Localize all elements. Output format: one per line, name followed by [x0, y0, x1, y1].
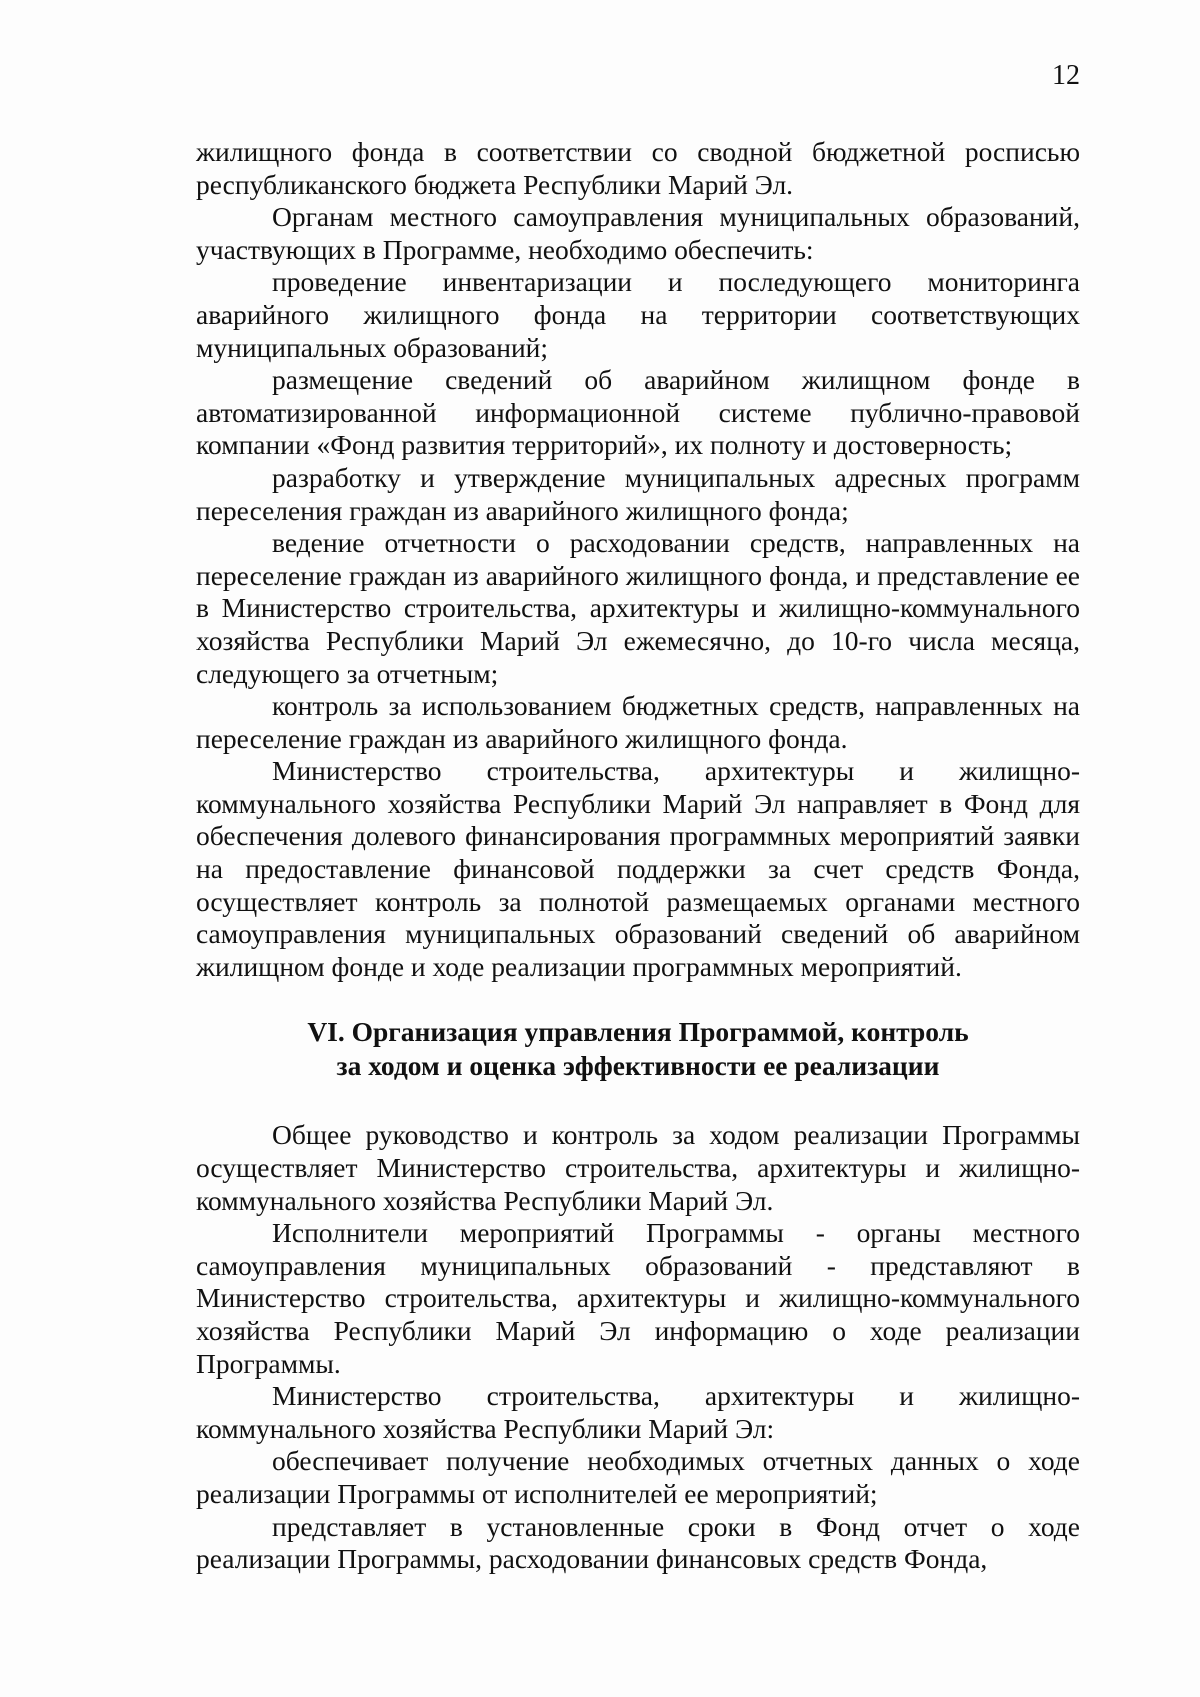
paragraph: Органам местного самоуправления муниципальных образований, участвующих в Программе, необходимо обеспечить: — [196, 201, 1080, 265]
list-item: разработку и утверждение муниципальных адресных программ переселения граждан из аварийного жилищного фонда; — [196, 461, 1080, 526]
document-body — [196, 136, 1080, 1576]
page-number: 12 — [1052, 60, 1080, 91]
paragraph: жилищного фонда в соответствии со сводной бюджетной росписью республиканского бюджета Республики Марий Эл. — [196, 136, 1080, 200]
list-item: обеспечивает получение необходимых отчетных данных о ходе реализации Программы от исполнителей ее мероприятий; — [196, 1445, 1080, 1509]
list-item: ведение отчетности о расходовании средств, направленных на переселение граждан из аварийного жилищного фонда, и представление ее в Министерство строительства, архитектуры и жилищно-коммунального хозяйства Республики Марий Эл ежемесячно, до 10-го числа месяца, следующего за отчетным; — [196, 527, 1080, 689]
section-heading-line: VI. Организация управления Программой, контроль — [307, 1016, 969, 1048]
section-heading — [196, 1015, 1080, 1083]
paragraph: Министерство строительства, архитектуры и жилищно-коммунального хозяйства Республики Марий Эл направляет в Фонд для обеспечения долевого финансирования программных мероприятий заявки на предоставление финансовой поддержки за счет средств Фонда, осуществляет контроль за полнотой размещаемых органами местного самоуправления муниципальных образований сведений об аварийном жилищном фонде и ходе реализации программных мероприятий. — [196, 755, 1080, 982]
section-heading-line: за ходом и оценка эффективности ее реализации — [336, 1050, 940, 1082]
paragraph: Исполнители мероприятий Программы - органы местного самоуправления муниципальных образований - представляют в Министерство строительства, архитектуры и жилищно-коммунального хозяйства Республики Марий Эл информацию о ходе реализации Программы. — [196, 1217, 1080, 1379]
list-item: представляет в установленные сроки в Фонд отчет о ходе реализации Программы, расходовании финансовых средств Фонда, — [196, 1510, 1080, 1575]
list-item: проведение инвентаризации и последующего мониторинга аварийного жилищного фонда на территории соответствующих муниципальных образований; — [196, 266, 1080, 363]
list-item: контроль за использованием бюджетных средств, направленных на переселение граждан из аварийного жилищного фонда. — [196, 690, 1080, 754]
paragraph: Министерство строительства, архитектуры и жилищно-коммунального хозяйства Республики Марий Эл: — [196, 1380, 1080, 1444]
paragraph: Общее руководство и контроль за ходом реализации Программы осуществляет Министерство строительства, архитектуры и жилищно-коммунального хозяйства Республики Марий Эл. — [196, 1119, 1080, 1216]
list-item: размещение сведений об аварийном жилищном фонде в автоматизированной информационной системе публично-правовой компании «Фонд развития территорий», их полноту и достоверность; — [196, 364, 1080, 461]
